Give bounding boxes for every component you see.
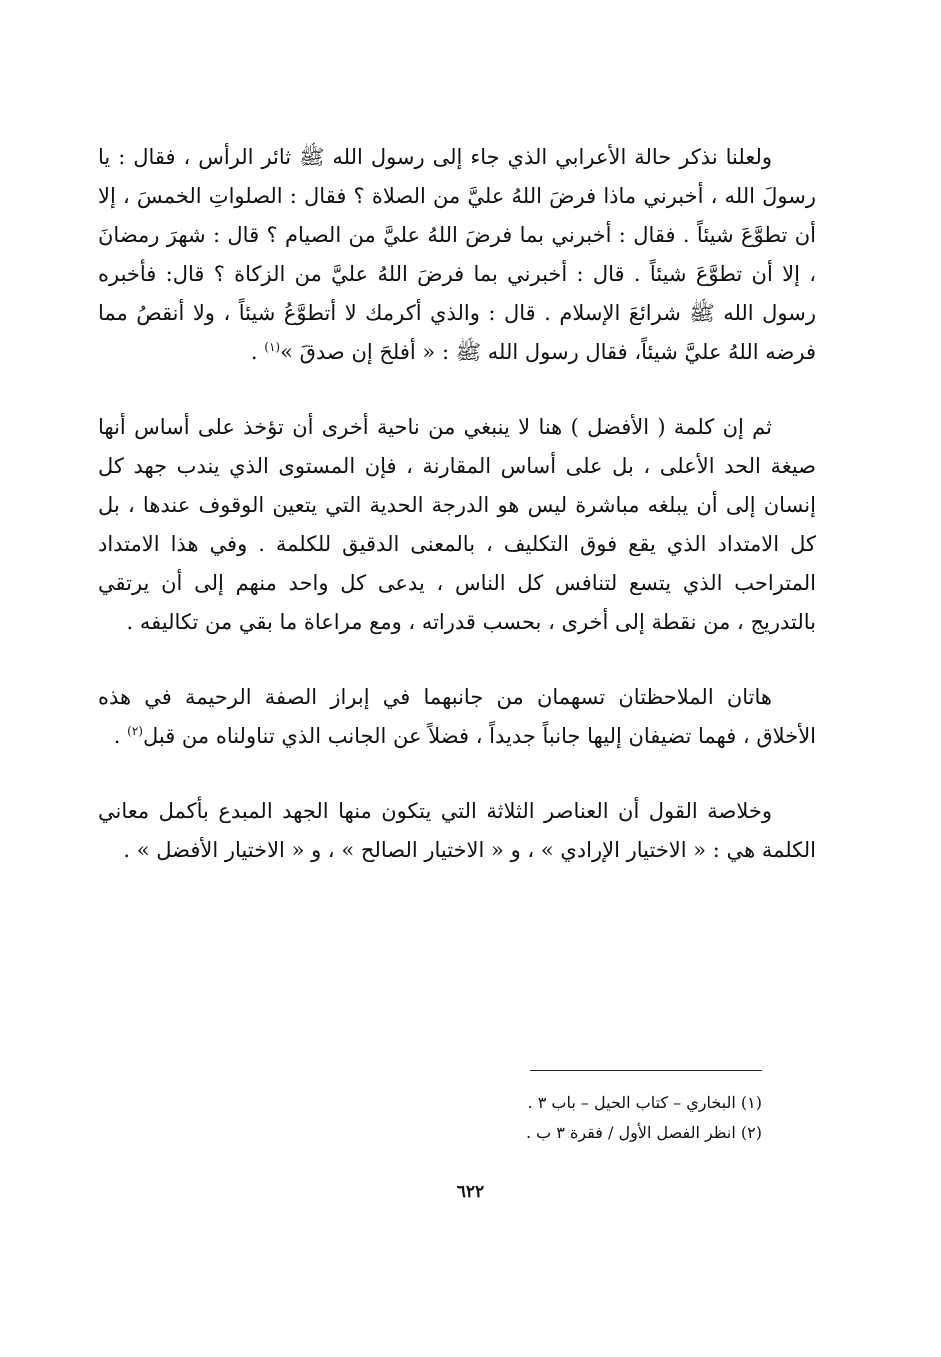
paragraph-text: هاتان الملاحظتان تسهمان من جانبهما في إبراز الصفة الرحيمة في هذه الأخلاق ، فهما تضيفان إليها جانباً جديداً ، فضلاً عن الجانب الذي تناولناه من قبل: [98, 685, 816, 748]
page-number: ٦٢٢: [456, 1182, 485, 1202]
paragraph-best-word: [98, 408, 816, 642]
footnote-2: (٢) انظر الفصل الأول / فقرة ٣ ب .: [525, 1123, 762, 1142]
paragraph-bedouin-hadith: [98, 138, 816, 372]
paragraph-end: .: [250, 340, 265, 364]
page-body: [98, 138, 816, 906]
footnotes: [440, 1088, 762, 1148]
footnote-1: (١) البخاري – كتاب الحيل – باب ٣ .: [527, 1093, 762, 1112]
footnote-ref-2: (٢): [127, 724, 143, 738]
paragraph-text: ولعلنا نذكر حالة الأعرابي الذي جاء إلى رسول الله ﷺ ثائر الرأس ، فقال : يا رسولَ الله ، أخبرني ماذا فرضَ اللهُ عليَّ من الصلاة ؟ فقال : الصلواتِ الخمسَ ، إلا أن تطوَّعَ شيئاً . فقال : أخبرني بما فرضَ اللهُ عليَّ من الصيام ؟ قال : شهرَ رمضانَ ، إلا أن تطوَّعَ شيئاً . قال : أخبرني بما فرضَ اللهُ عليَّ من الزكاة ؟ قال: فأخبره رسول الله ﷺ شرائعَ الإسلام . قال : والذي أكرمك لا أتطوَّعُ شيئاً ، ولا أنقصُ مما فرضه اللهُ عليَّ شيئاً، فقال رسول الله ﷺ : « أفلحَ إن صدقَ »: [98, 145, 816, 364]
paragraph-text: وخلاصة القول أن العناصر الثلاثة التي يتكون منها الجهد المبدع بأكمل معاني الكلمة هي : « الاختيار الإرادي » ، و « الاختيار الصالح » ، و « الاختيار الأفضل » .: [98, 799, 816, 862]
footnote-ref-1: (١): [264, 340, 281, 354]
paragraph-conclusion: [98, 792, 816, 870]
paragraph-end: .: [113, 724, 128, 748]
paragraph-two-remarks: [98, 678, 816, 756]
footnote-divider: [530, 1070, 762, 1071]
paragraph-text: ثم إن كلمة ( الأفضل ) هنا لا ينبغي من ناحية أخرى أن تؤخذ على أساس أنها صيغة الحد الأعلى ، بل على أساس المقارنة ، فإن المستوى الذي يندب جهد كل إنسان إلى أن يبلغه مباشرة ليس هو الدرجة الحدية التي يتعين الوقوف عندها ، بل كل الامتداد الذي يقع فوق التكليف ، بالمعنى الدقيق للكلمة . وفي هذا الامتداد المتراحب الذي يتسع لتنافس كل الناس ، يدعى كل واحد منهم إلى أن يرتقي بالتدريج ، من نقطة إلى أخرى ، بحسب قدراته ، ومع مراعاة ما بقي من تكاليفه .: [98, 415, 816, 634]
